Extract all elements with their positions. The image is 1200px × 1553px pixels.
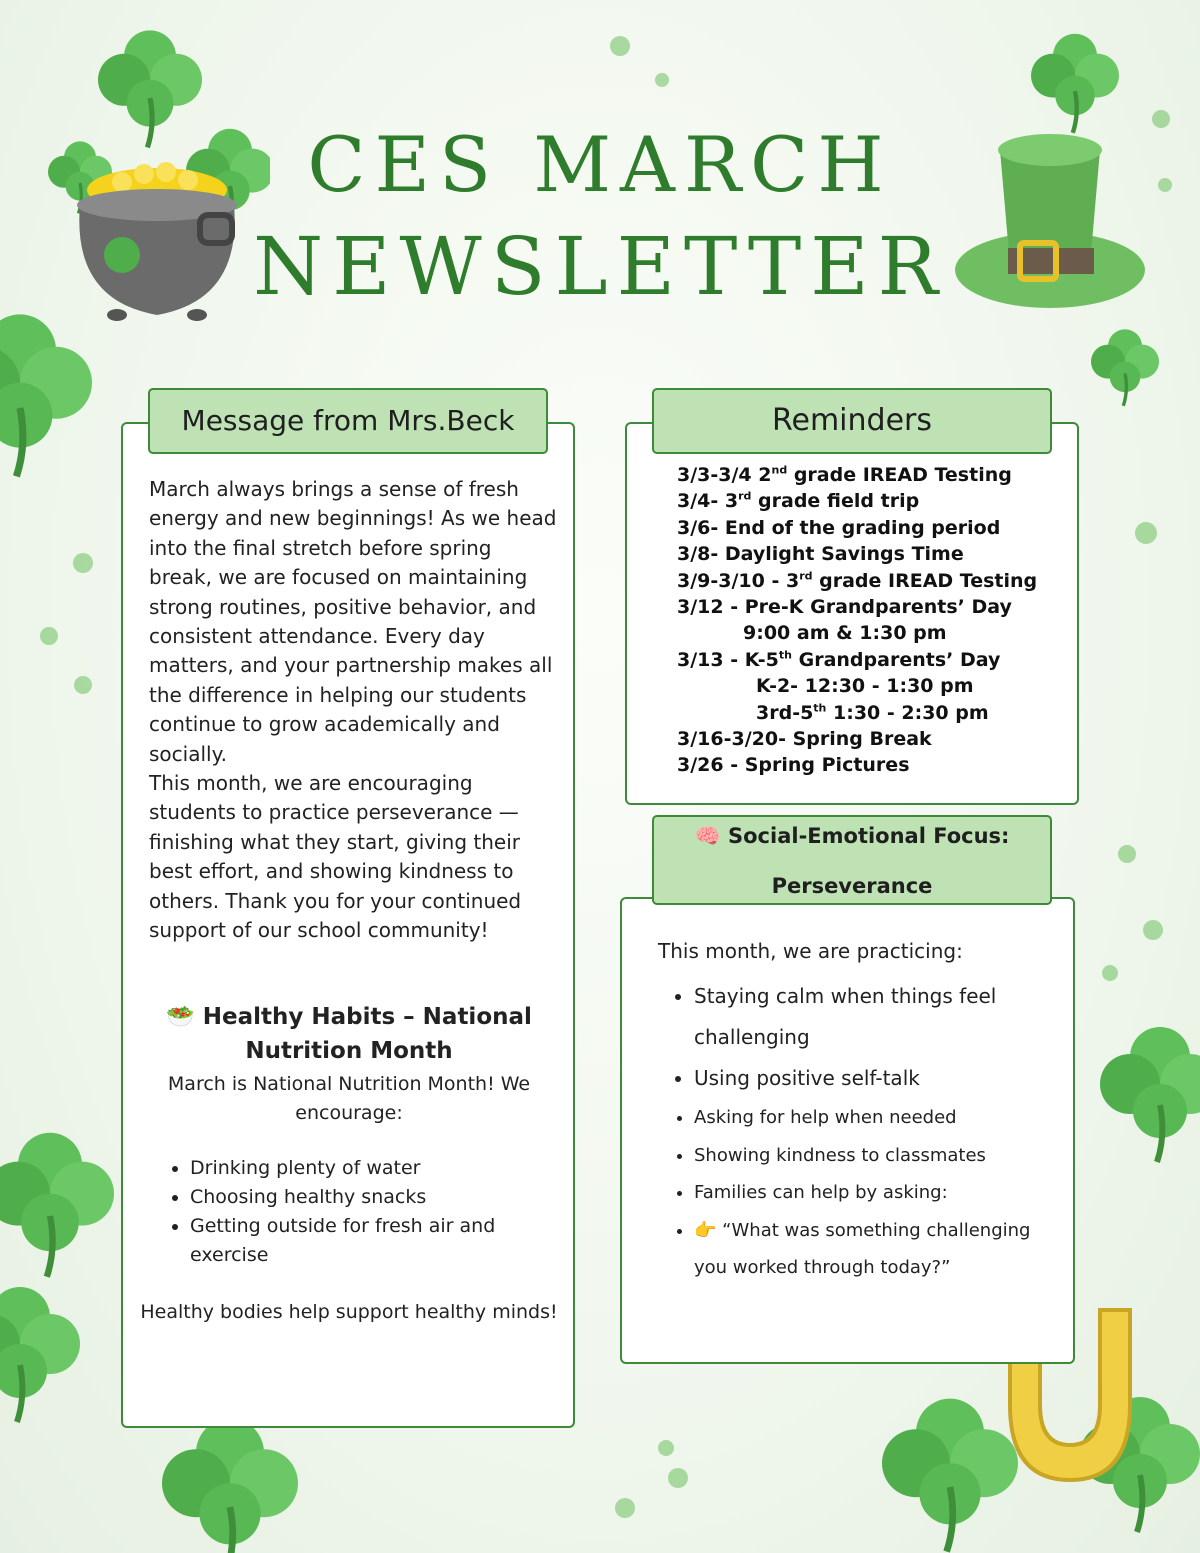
- list-item-question: [694, 1212, 1058, 1287]
- dot: [610, 36, 630, 56]
- reminder-row: [677, 726, 1067, 752]
- reminder-text: Grandparents’ Day: [792, 648, 1001, 671]
- list-item: • Showing kindness to classmates: [694, 1137, 1058, 1175]
- reminder-row: [677, 541, 1067, 567]
- sel-list: [658, 976, 1058, 1287]
- reminder-text: 3/13 - K-5: [677, 648, 779, 671]
- shamrock-left-mid: [0, 300, 100, 520]
- reminder-text: grade field trip: [751, 490, 920, 513]
- reminder-text: K-2- 12:30 - 1:30 pm: [756, 675, 974, 698]
- reminder-row: [677, 647, 1067, 673]
- reminder-text: 3/6- End of the grading period: [677, 516, 1001, 539]
- reminder-text: 3/26 - Spring Pictures: [677, 754, 910, 777]
- list-item: • Using positive self-talk: [694, 1058, 1058, 1099]
- dot: [655, 73, 669, 87]
- reminder-row: [677, 620, 1067, 646]
- reminder-ordinal: th: [813, 701, 827, 715]
- reminder-ordinal: th: [778, 648, 792, 662]
- list-item: • Staying calm when things feel challenging: [694, 976, 1058, 1058]
- healthy-habits-intro: March is National Nutrition Month! We encourage:: [167, 1073, 531, 1124]
- salad-bowl-icon: 🥗: [166, 1004, 195, 1030]
- message-paragraph: This month, we are encouraging students to practice perseverance — finishing what they start, giving their best effort, and showing kindness to others. Thank you for your continued support of our school community!: [149, 771, 522, 943]
- sel-intro: This month, we are practicing:: [658, 939, 963, 963]
- dot: [615, 1498, 635, 1518]
- shamrock-bottom-left: [110, 1420, 340, 1553]
- reminder-text: 1:30 - 2:30 pm: [826, 701, 989, 724]
- healthy-habits-title-text: Healthy Habits – National Nutrition Month: [202, 1004, 532, 1064]
- sel-heading-line1-text: Social-Emotional Focus:: [728, 824, 1010, 848]
- dot: [1102, 965, 1118, 981]
- reminder-text: 3/12 - Pre-K Grandparents’ Day: [677, 596, 1012, 619]
- message-paragraph: March always brings a sense of fresh energy and new beginnings! As we head into the final stretch before spring break, we are focused on maintaining strong routines, positive behavior, and consistent attendance. Every day matters, and your partnership makes all the difference in helping our students continue to grow academically and socially.: [149, 477, 557, 766]
- reminder-text: 3/3-3/4 2: [677, 464, 772, 486]
- healthy-habits-title: [140, 1000, 558, 1068]
- reminder-ordinal: nd: [771, 463, 788, 477]
- reminder-row: [677, 752, 1067, 778]
- reminder-text: grade IREAD Testing: [787, 464, 1012, 486]
- message-body: [149, 475, 559, 946]
- dot: [658, 1440, 674, 1456]
- healthy-habits-section: [140, 1000, 558, 1327]
- sel-body: [658, 936, 1058, 1287]
- pointing-hand-icon: 👉: [694, 1219, 717, 1241]
- reminder-row: [677, 515, 1067, 541]
- question-text: “What was something challenging you worked through today?”: [694, 1219, 1031, 1278]
- reminder-row: [677, 462, 1067, 488]
- dot: [1135, 522, 1157, 544]
- newsletter-title-line1: CES MARCH: [307, 120, 893, 209]
- brain-icon: 🧠: [694, 824, 721, 848]
- dot: [1143, 920, 1163, 940]
- list-item: • Getting outside for fresh air and exercise: [190, 1212, 558, 1270]
- reminder-row: [677, 488, 1067, 514]
- shamrock-right-lower: [1100, 1020, 1200, 1200]
- shamrock-right: [1085, 325, 1165, 415]
- list-item: • Choosing healthy snacks: [190, 1183, 558, 1212]
- reminder-text: 3/9-3/10 - 3: [677, 569, 800, 592]
- sel-heading-line1: [654, 821, 1050, 851]
- reminders-heading: Reminders: [652, 388, 1052, 454]
- message-heading: Message from Mrs.Beck: [148, 388, 548, 454]
- dot: [668, 1468, 688, 1488]
- dot: [74, 676, 92, 694]
- healthy-habits-list: [140, 1154, 558, 1270]
- list-item: • Drinking plenty of water: [190, 1154, 558, 1183]
- sel-heading-line2: Perseverance: [771, 874, 933, 898]
- dot: [73, 553, 93, 573]
- reminder-text: grade IREAD Testing: [812, 569, 1038, 592]
- reminders-list: [677, 462, 1067, 779]
- reminder-row: [677, 700, 1067, 726]
- reminder-text: 3/16-3/20- Spring Break: [677, 728, 932, 751]
- reminder-ordinal: rd: [799, 569, 813, 583]
- reminder-row: [677, 673, 1067, 699]
- reminder-text: 9:00 am & 1:30 pm: [743, 622, 947, 645]
- reminder-ordinal: rd: [738, 490, 752, 504]
- sel-heading: [652, 815, 1052, 905]
- reminder-text: 3/4- 3: [677, 490, 739, 513]
- shamrock-left-lower: [0, 1110, 130, 1430]
- list-item: • Asking for help when needed: [694, 1099, 1058, 1137]
- dot: [40, 627, 58, 645]
- dot: [1118, 845, 1136, 863]
- reminder-text: 3rd-5: [756, 701, 814, 724]
- reminder-row: [677, 594, 1067, 620]
- reminder-row: [677, 568, 1067, 594]
- newsletter-title-line2: NEWSLETTER: [253, 220, 947, 313]
- list-item: • Families can help by asking:: [694, 1174, 1058, 1212]
- reminder-text: 3/8- Daylight Savings Time: [677, 543, 964, 566]
- healthy-habits-closing: Healthy bodies help support healthy minds!: [140, 1301, 558, 1323]
